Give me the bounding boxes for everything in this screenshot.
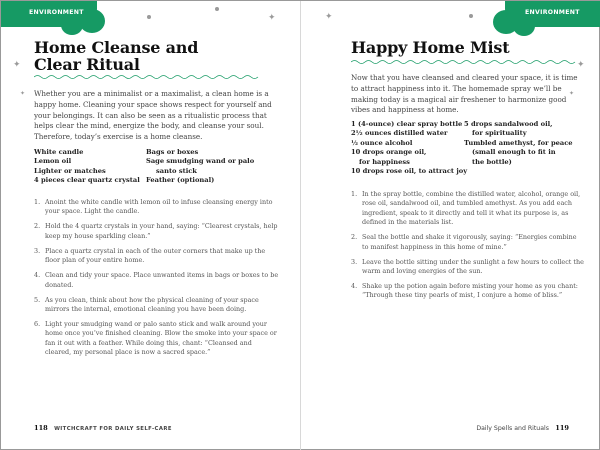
step-number: 4.	[34, 271, 41, 280]
step-item	[34, 198, 279, 217]
material-item: 1 (4-ounce) clear spray bottle	[351, 120, 463, 128]
materials-column-2	[464, 120, 573, 167]
sparkle-icon: ✦	[13, 60, 21, 70]
title-line-2: Clear Ritual	[34, 55, 140, 74]
step-number: 1.	[34, 198, 41, 206]
sparkle-icon: ✦	[325, 12, 333, 22]
sparkle-icon: ✦	[577, 60, 585, 70]
dot-decoration	[469, 14, 473, 18]
step-item	[351, 190, 585, 228]
title-line-1: Home Cleanse and	[34, 38, 199, 57]
material-item: (small enough to fit in	[472, 148, 556, 157]
step-item	[34, 271, 279, 290]
step-number: 2.	[351, 233, 358, 242]
section-tab	[1, 1, 97, 27]
materials-column-1	[34, 148, 140, 186]
step-text: Shake up the potion again before misting your home as you chant: “Through these tiny pearls of mist, I conjure a home of bliss.”	[362, 282, 578, 300]
step-item	[34, 320, 279, 358]
step-text: Place a quartz crystal in each of the outer corners that make up the floor plan of your entire home.	[45, 246, 266, 265]
step-item	[34, 296, 279, 315]
step-text: Anoint the white candle with lemon oil to infuse cleansing energy into your space. Light the candle.	[45, 198, 273, 216]
material-item: Feather (optional)	[146, 176, 215, 185]
step-number: 3.	[351, 257, 358, 266]
wavy-divider	[351, 59, 576, 65]
material-item: 10 drops orange oil,	[351, 148, 427, 157]
sparkle-icon: ✦	[268, 13, 276, 23]
running-head: WITCHCRAFT FOR DAILY SELF-CARE	[54, 426, 172, 432]
step-text: In the spray bottle, combine the distilled water, alcohol, orange oil, rose oil, sandalwood oil, and tumbled amethyst. As you add each ingredient, speak to it directly and tell it what its purpose is, as defined in the materials list.	[362, 190, 581, 227]
section-tab-label: ENVIRONMENT	[525, 9, 580, 16]
step-item	[34, 222, 279, 241]
dot-decoration	[147, 15, 151, 19]
material-item: White candle	[34, 148, 84, 156]
step-text: Seal the bottle and shake it vigorously, saying: “Energies combine to manifest happiness in this home of mine.”	[362, 233, 577, 251]
step-item	[34, 247, 279, 266]
step-number: 4.	[351, 282, 358, 291]
page-number: 118	[34, 424, 48, 432]
right-page	[301, 1, 600, 450]
step-text: Leave the bottle sitting under the sunlight a few hours to collect the warm and loving energies of the sun.	[362, 257, 584, 276]
material-item: Bags or boxes	[146, 148, 199, 156]
material-item: for spirituality	[472, 129, 527, 138]
page-footer	[34, 424, 172, 432]
sparkle-icon: ✦	[569, 90, 575, 97]
material-item: 5 drops sandalwood oil,	[464, 120, 553, 128]
wavy-divider	[34, 74, 259, 80]
materials-column-2	[146, 148, 254, 186]
left-page	[1, 1, 301, 450]
step-number: 2.	[34, 222, 41, 231]
page-number: 119	[555, 424, 569, 432]
sparkle-icon: ✦	[20, 90, 26, 97]
material-item: the bottle)	[472, 157, 512, 166]
page-title	[34, 39, 274, 73]
page-footer	[476, 424, 569, 432]
step-item	[351, 233, 585, 252]
step-number: 1.	[351, 190, 358, 198]
materials-column-1	[351, 120, 467, 176]
material-item: 2½ ounces distilled water	[351, 129, 448, 138]
steps-list	[34, 198, 279, 363]
dot-decoration	[215, 7, 219, 11]
material-item: santo stick	[156, 166, 197, 175]
material-item: Lemon oil	[34, 157, 72, 166]
material-item: 4 pieces clear quartz crystal	[34, 176, 140, 185]
steps-list	[351, 190, 585, 306]
step-item	[351, 258, 585, 277]
section-tab-label: ENVIRONMENT	[29, 9, 84, 16]
material-item: ½ ounce alcohol	[351, 138, 413, 147]
step-text: Hold the 4 quartz crystals in your hand, saying: “Clearest crystals, help keep my house sparkling clean.”	[45, 222, 278, 240]
material-item: Lighter or matches	[34, 166, 106, 175]
section-tab	[505, 1, 600, 27]
step-text: Clean and tidy your space. Place unwanted items in bags or boxes to be donated.	[45, 271, 279, 289]
step-number: 3.	[34, 246, 41, 255]
intro-paragraph: Whether you are a minimalist or a maximalist, a clean home is a happy home. Cleaning your space shows respect for yourself and your belongings. It can also be seen as a ritualistic process that helps clear the mind, energize the body, and cleanse your soul. Therefore, today’s exercise is a home cleanse.	[34, 89, 272, 142]
intro-paragraph: Now that you have cleansed and cleared your space, it is time to attract happiness into it. The homemade spray we’ll be making today is a magical air freshener to harmonize good vibes and happiness at home.	[351, 73, 578, 115]
material-item: Sage smudging wand or palo	[146, 157, 255, 166]
step-text: As you clean, think about how the physical cleaning of your space mirrors the internal, emotional cleaning you have been doing.	[45, 295, 259, 314]
material-item: 10 drops rose oil, to attract joy	[351, 167, 468, 176]
running-head: Daily Spells and Rituals	[476, 425, 549, 432]
step-item	[351, 282, 585, 301]
page-title: Happy Home Mist	[351, 38, 510, 57]
step-text: Light your smudging wand or palo santo stick and walk around your home once you’ve finished cleaning. Blow the smoke into your space or fan it out with a feather. While doing this, chant: “Cleansed and cleared, my personal place is now a sacred space.”	[45, 320, 277, 357]
step-number: 6.	[34, 320, 41, 329]
step-number: 5.	[34, 295, 41, 304]
material-item: Tumbled amethyst, for peace	[464, 138, 573, 147]
material-item: for happiness	[359, 157, 410, 166]
